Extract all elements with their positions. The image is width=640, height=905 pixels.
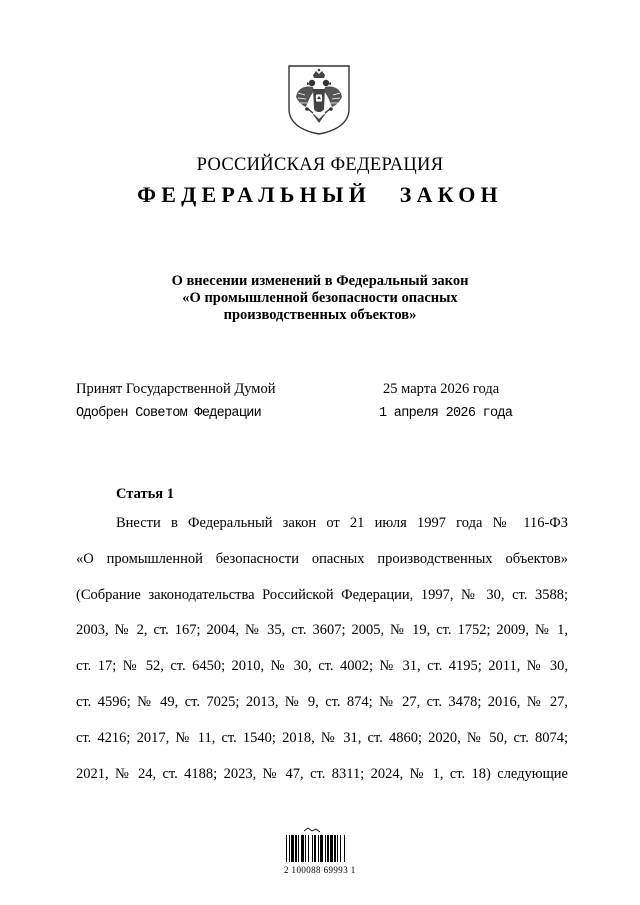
article-heading: Статья 1 bbox=[116, 486, 174, 502]
article-line: 2003, № 2, ст. 167; 2004, № 35, ст. 3607; 2005, № 19, ст. 1752; 2009, № 1, bbox=[76, 622, 568, 639]
adopted-by-duma-label: Принят Государственной Думой bbox=[76, 381, 276, 397]
approved-by-council-label: Одобрен Советом Федерации bbox=[76, 406, 262, 421]
article-line: Внести в Федеральный закон от 21 июля 1997 года № 116-ФЗ bbox=[116, 515, 568, 531]
coat-of-arms-emblem bbox=[286, 63, 352, 136]
approved-date: 1 апреля 2026 года bbox=[379, 406, 513, 421]
barcode-block bbox=[284, 827, 368, 877]
law-title-line: О внесении изменений в Федеральный закон bbox=[171, 273, 469, 289]
article-line: ст. 4216; 2017, № 11, ст. 1540; 2018, № 31, ст. 4860; 2020, № 50, ст. 8074; bbox=[76, 729, 568, 746]
law-title-line: производственных объектов» bbox=[223, 307, 417, 323]
barcode-number: 2 100088 69993 1 bbox=[284, 865, 356, 875]
article-line: 2021, № 24, ст. 4188; 2023, № 47, ст. 8311; 2024, № 1, ст. 18) следующие bbox=[76, 765, 568, 782]
article-line: ст. 17; № 52, ст. 6450; 2010, № 30, ст. 4002; № 31, ст. 4195; 2011, № 30, bbox=[76, 658, 568, 675]
barcode bbox=[284, 827, 368, 863]
document-type: ФЕДЕРАЛЬНЫЙ ЗАКОН bbox=[137, 182, 503, 207]
article-line: «О промышленной безопасности опасных производственных объектов» bbox=[76, 550, 568, 567]
article-line: ст. 4596; № 49, ст. 7025; 2013, № 9, ст. 874; № 27, ст. 3478; 2016, № 27, bbox=[76, 693, 568, 710]
article-body bbox=[76, 515, 568, 801]
country-name: РОССИЙСКАЯ ФЕДЕРАЦИЯ bbox=[196, 155, 444, 175]
adopted-date: 25 марта 2026 года bbox=[383, 381, 500, 397]
law-title-line: «О промышленной безопасности опасных bbox=[182, 290, 458, 306]
law-title bbox=[150, 273, 490, 324]
article-line: (Собрание законодательства Российской Федерации, 1997, № 30, ст. 3588; bbox=[76, 586, 568, 603]
